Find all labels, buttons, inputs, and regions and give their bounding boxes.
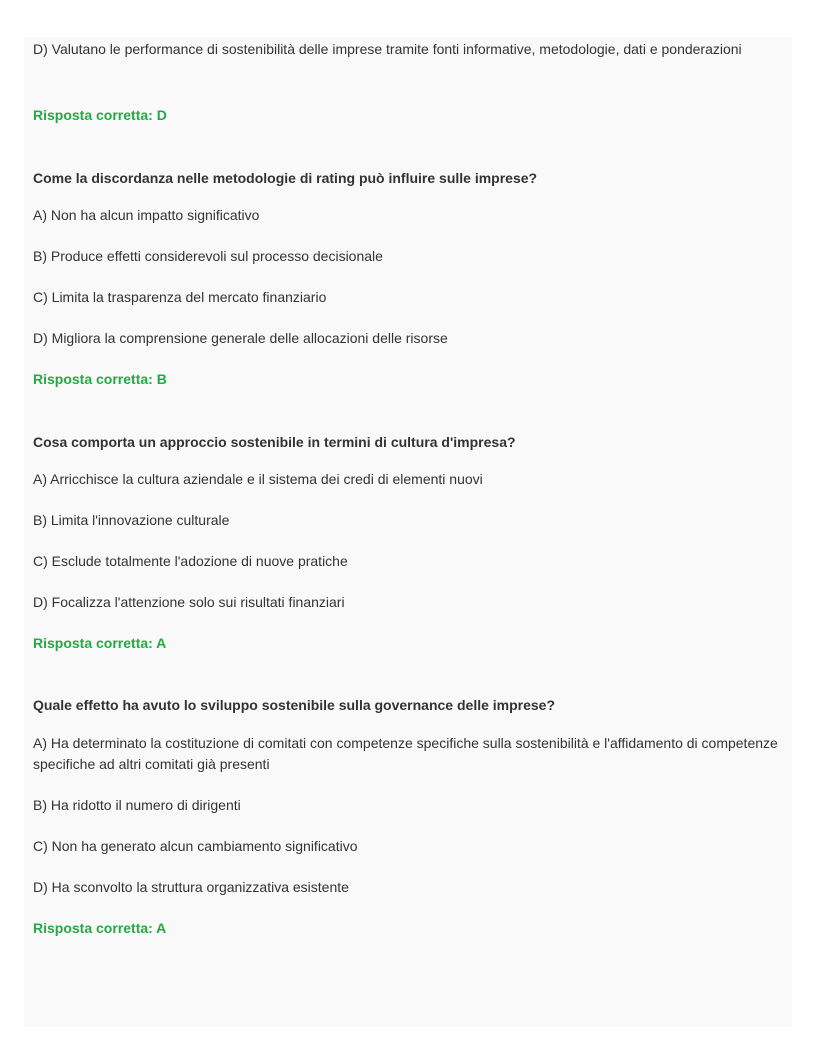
option-a: A) Non ha alcun impatto significativo	[33, 207, 260, 223]
correct-answer: Risposta corretta: D	[33, 107, 167, 123]
question-block	[33, 695, 783, 716]
option-c: C) Esclude totalmente l'adozione di nuove pratiche	[33, 553, 348, 569]
answer-wrapper	[33, 369, 783, 390]
answer-wrapper	[33, 918, 783, 939]
option-b: B) Produce effetti considerevoli sul processo decisionale	[33, 248, 383, 264]
option-c: C) Limita la trasparenza del mercato finanziario	[33, 289, 327, 305]
option-d: D) Focalizza l'attenzione solo sui risultati finanziari	[33, 594, 345, 610]
question-text: Come la discordanza nelle metodologie di rating può influire sulle imprese?	[33, 170, 538, 186]
option-wrapper	[33, 733, 783, 775]
option-wrapper	[33, 328, 783, 349]
option-wrapper	[33, 205, 783, 226]
question-text: Cosa comporta un approccio sostenibile in termini di cultura d'impresa?	[33, 434, 516, 450]
option-wrapper	[33, 469, 783, 490]
option-wrapper	[33, 510, 783, 531]
option-wrapper	[33, 551, 783, 572]
question-block	[33, 168, 783, 189]
option-wrapper	[33, 795, 783, 816]
question-text: Quale effetto ha avuto lo sviluppo sostenibile sulla governance delle imprese?	[33, 697, 556, 713]
option-a: A) Ha determinato la costituzione di comitati con competenze specifiche sulla sostenibilità e l'affidamento di competenze specifiche ad altri comitati già presenti	[33, 735, 778, 772]
option-c: C) Non ha generato alcun cambiamento significativo	[33, 838, 358, 854]
option-d: D) Valutano le performance di sostenibilità delle imprese tramite fonti informative, metodologie, dati e ponderazioni	[33, 41, 742, 57]
answer-wrapper	[33, 105, 783, 126]
option-d: D) Ha sconvolto la struttura organizzativa esistente	[33, 879, 349, 895]
option-wrapper	[33, 877, 783, 898]
option-b: B) Limita l'innovazione culturale	[33, 512, 230, 528]
option-wrapper	[33, 287, 783, 308]
answer-wrapper	[33, 633, 783, 654]
option-b: B) Ha ridotto il numero di dirigenti	[33, 797, 241, 813]
quiz-item-continuation	[33, 39, 783, 60]
correct-answer: Risposta corretta: A	[33, 920, 167, 936]
correct-answer: Risposta corretta: B	[33, 371, 167, 387]
option-d: D) Migliora la comprensione generale delle allocazioni delle risorse	[33, 330, 448, 346]
option-wrapper	[33, 836, 783, 857]
quiz-panel	[24, 37, 792, 1027]
question-block	[33, 432, 783, 453]
option-a: A) Arricchisce la cultura aziendale e il sistema dei credi di elementi nuovi	[33, 471, 483, 487]
option-wrapper	[33, 246, 783, 267]
option-wrapper	[33, 592, 783, 613]
correct-answer: Risposta corretta: A	[33, 635, 167, 651]
